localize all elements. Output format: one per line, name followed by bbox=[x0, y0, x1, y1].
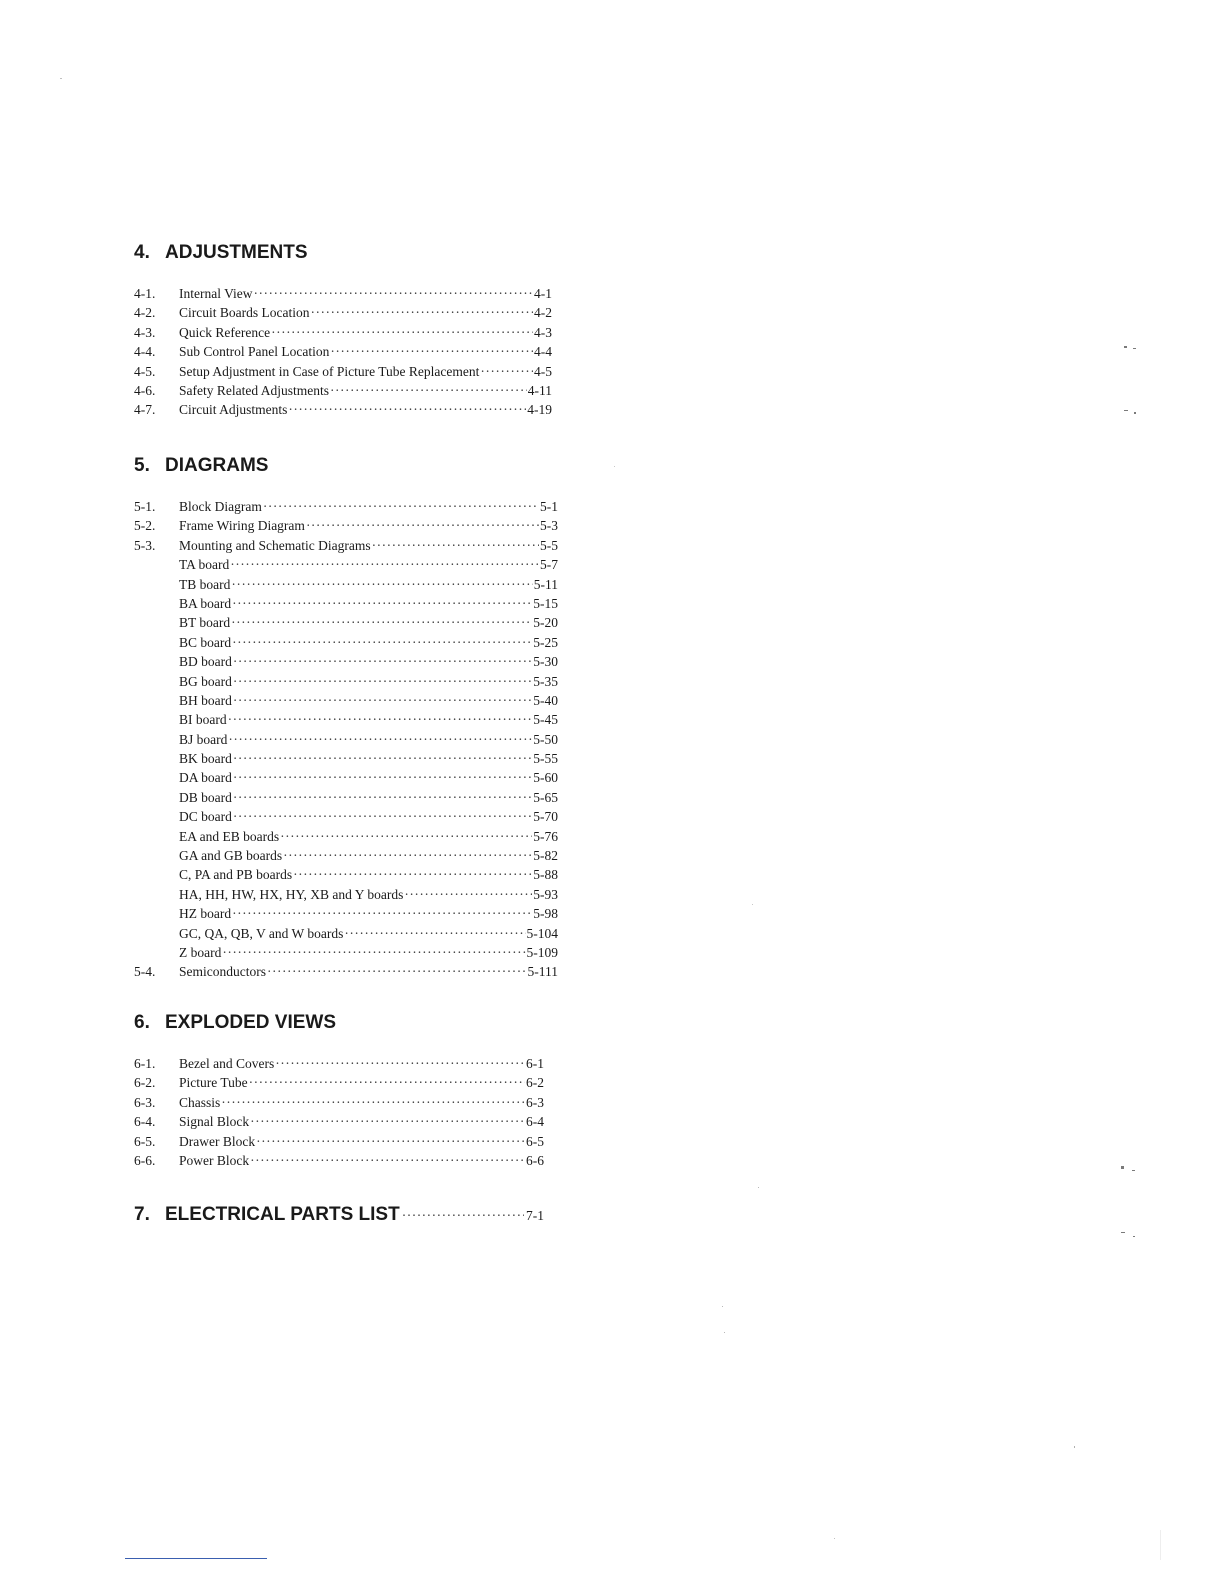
entry-number: 5-1. bbox=[134, 499, 156, 514]
entry-page: 6-2 bbox=[526, 1075, 544, 1091]
entry-title: BT board bbox=[179, 615, 231, 631]
entry-title: Quick Reference bbox=[179, 324, 271, 340]
entry-page: 5-50 bbox=[533, 731, 558, 747]
toc-list bbox=[134, 284, 564, 420]
entry-page: 5-45 bbox=[533, 712, 558, 728]
entry-title: GC, QA, QB, V and W boards bbox=[179, 925, 344, 941]
entry-number: 5-4. bbox=[134, 964, 156, 980]
entry-number: 5-2. bbox=[134, 518, 156, 534]
dot-leader bbox=[250, 1151, 525, 1170]
dot-leader bbox=[330, 342, 533, 361]
toc-entry[interactable] bbox=[134, 400, 552, 419]
toc-entry[interactable] bbox=[134, 807, 558, 826]
entry-title: EA and EB boards bbox=[179, 828, 280, 844]
scan-speck bbox=[758, 1187, 759, 1188]
dot-leader bbox=[288, 400, 526, 419]
entry-page: 6-1 bbox=[526, 1056, 544, 1071]
scan-speck bbox=[1074, 1446, 1075, 1448]
entry-title: Signal Block bbox=[179, 1114, 250, 1130]
section-diagrams bbox=[134, 454, 564, 982]
toc-entry[interactable] bbox=[134, 672, 558, 691]
section-number: 5. bbox=[134, 455, 150, 476]
entry-title: BI board bbox=[179, 712, 227, 728]
scan-speck bbox=[1121, 1232, 1125, 1233]
dot-leader bbox=[263, 497, 539, 516]
section-title: ELECTRICAL PARTS LIST bbox=[165, 1204, 400, 1225]
section-title: EXPLODED VIEWS bbox=[165, 1012, 337, 1033]
section-number: 6. bbox=[134, 1012, 150, 1033]
entry-page: 5-55 bbox=[533, 751, 558, 767]
dot-leader bbox=[402, 1208, 524, 1224]
toc-list bbox=[134, 497, 564, 982]
toc-entry[interactable] bbox=[134, 1073, 544, 1092]
scan-speck bbox=[834, 1538, 835, 1539]
dot-leader bbox=[256, 1132, 525, 1151]
entry-title: Internal View bbox=[179, 286, 253, 301]
dot-leader bbox=[310, 303, 533, 322]
scan-speck bbox=[1124, 346, 1127, 348]
entry-page: 5-88 bbox=[533, 867, 558, 883]
entry-page: 5-25 bbox=[533, 634, 558, 650]
dot-leader bbox=[306, 516, 539, 535]
toc-entry[interactable] bbox=[134, 885, 558, 904]
section-electrical-parts-list[interactable] bbox=[134, 1204, 544, 1226]
entry-page: 7-1 bbox=[526, 1208, 544, 1223]
toc-entry[interactable] bbox=[134, 633, 558, 652]
toc-entry[interactable] bbox=[134, 362, 552, 381]
dot-leader bbox=[233, 691, 532, 710]
toc-entry[interactable] bbox=[134, 555, 558, 574]
entry-number: 4-5. bbox=[134, 363, 156, 379]
entry-title: TB board bbox=[179, 576, 231, 592]
entry-page: 5-98 bbox=[533, 906, 558, 922]
entry-title: DA board bbox=[179, 770, 232, 786]
toc-entry[interactable] bbox=[134, 284, 552, 303]
dot-leader bbox=[228, 710, 533, 729]
toc-entry[interactable] bbox=[134, 1151, 544, 1170]
entry-title: Power Block bbox=[179, 1152, 250, 1168]
dot-leader bbox=[250, 1112, 525, 1131]
dot-leader bbox=[233, 768, 532, 787]
toc-entry[interactable] bbox=[134, 1054, 544, 1073]
entry-page: 5-5 bbox=[540, 537, 558, 553]
entry-page: 4-3 bbox=[534, 324, 552, 340]
entry-title: BC board bbox=[179, 634, 232, 650]
scan-speck bbox=[614, 466, 615, 467]
entry-title: Sub Control Panel Location bbox=[179, 344, 330, 360]
dot-leader bbox=[231, 575, 532, 594]
dot-leader bbox=[254, 284, 533, 303]
entry-title: BD board bbox=[179, 654, 232, 670]
entry-page: 5-104 bbox=[526, 925, 558, 941]
entry-page: 5-93 bbox=[533, 886, 558, 902]
entry-title: Semiconductors bbox=[179, 964, 266, 980]
entry-page: 5-30 bbox=[533, 654, 558, 670]
entry-page: 5-7 bbox=[540, 557, 558, 573]
toc-entry[interactable] bbox=[134, 1093, 544, 1112]
entry-page: 6-6 bbox=[526, 1152, 544, 1168]
entry-number: 4-3. bbox=[134, 324, 156, 340]
entry-number: 4-7. bbox=[134, 402, 156, 418]
entry-title: HZ board bbox=[179, 906, 232, 922]
section-title: DIAGRAMS bbox=[165, 455, 269, 476]
dot-leader bbox=[330, 381, 527, 400]
toc-entry[interactable] bbox=[134, 497, 558, 516]
entry-page: 5-70 bbox=[533, 809, 558, 825]
toc-entry[interactable] bbox=[134, 1112, 544, 1131]
section-heading bbox=[134, 241, 564, 265]
toc-entry[interactable] bbox=[134, 730, 558, 749]
scan-speck bbox=[752, 904, 753, 905]
toc-entry[interactable] bbox=[134, 536, 558, 555]
entry-title: C, PA and PB boards bbox=[179, 867, 293, 883]
entry-page: 4-11 bbox=[527, 382, 552, 398]
scan-speck bbox=[1133, 348, 1136, 349]
toc-entry[interactable] bbox=[134, 827, 558, 846]
dot-leader bbox=[404, 885, 532, 904]
dot-leader bbox=[233, 749, 532, 768]
entry-page: 5-40 bbox=[533, 692, 558, 708]
entry-page: 5-15 bbox=[533, 595, 558, 611]
entry-number: 4-2. bbox=[134, 305, 156, 321]
dot-leader bbox=[271, 323, 533, 342]
entry-page: 6-4 bbox=[526, 1114, 544, 1130]
toc-entry[interactable] bbox=[134, 962, 558, 981]
section-exploded-views bbox=[134, 1011, 564, 1170]
toc-entry[interactable] bbox=[134, 594, 558, 613]
entry-number: 4-1. bbox=[134, 286, 156, 301]
entry-page: 6-5 bbox=[526, 1133, 544, 1149]
entry-page: 5-65 bbox=[533, 789, 558, 805]
scan-speck bbox=[60, 78, 62, 79]
entry-page: 5-60 bbox=[533, 770, 558, 786]
entry-number: 6-1. bbox=[134, 1056, 156, 1071]
entry-title: BA board bbox=[179, 595, 232, 611]
toc-entry[interactable] bbox=[134, 710, 558, 729]
toc-entry[interactable] bbox=[134, 846, 558, 865]
section-heading bbox=[134, 1011, 564, 1035]
dot-leader bbox=[232, 904, 532, 923]
scan-speck bbox=[1134, 412, 1136, 414]
entry-page: 5-35 bbox=[533, 673, 558, 689]
entry-number: 6-6. bbox=[134, 1152, 156, 1168]
scan-speck bbox=[1160, 1530, 1161, 1560]
dot-leader bbox=[233, 788, 532, 807]
entry-title: Safety Related Adjustments bbox=[179, 382, 329, 398]
scan-speck bbox=[722, 1306, 723, 1307]
dot-leader bbox=[233, 652, 532, 671]
dot-leader bbox=[344, 924, 525, 943]
entry-page: 5-3 bbox=[540, 518, 558, 534]
scan-speck bbox=[724, 1332, 725, 1333]
entry-title: Chassis bbox=[179, 1094, 221, 1110]
entry-page: 4-1 bbox=[534, 286, 552, 301]
toc-entry[interactable] bbox=[134, 904, 558, 923]
dot-leader bbox=[372, 536, 539, 555]
dot-leader bbox=[221, 1093, 525, 1112]
entry-title: BH board bbox=[179, 692, 232, 708]
entry-number: 4-4. bbox=[134, 344, 156, 360]
entry-title: Mounting and Schematic Diagrams bbox=[179, 537, 371, 553]
entry-page: 5-20 bbox=[533, 615, 558, 631]
entry-number: 6-5. bbox=[134, 1133, 156, 1149]
entry-page: 4-2 bbox=[534, 305, 552, 321]
dot-leader bbox=[233, 672, 532, 691]
entry-title: GA and GB boards bbox=[179, 848, 283, 864]
section-title: ADJUSTMENTS bbox=[165, 242, 308, 263]
toc-entry[interactable] bbox=[134, 323, 552, 342]
entry-title: BK board bbox=[179, 751, 232, 767]
scan-speck bbox=[1133, 1236, 1135, 1237]
dot-leader bbox=[233, 807, 532, 826]
entry-number: 6-4. bbox=[134, 1114, 156, 1130]
toc-list bbox=[134, 1054, 564, 1170]
entry-title: Circuit Adjustments bbox=[179, 402, 288, 418]
entry-page: 5-1 bbox=[540, 499, 558, 514]
scan-speck bbox=[1124, 410, 1128, 411]
toc-entry[interactable] bbox=[134, 788, 558, 807]
dot-leader bbox=[480, 362, 533, 381]
entry-number: 6-3. bbox=[134, 1094, 156, 1110]
section-number: 7. bbox=[134, 1204, 150, 1225]
toc-entry[interactable] bbox=[134, 924, 558, 943]
dot-leader bbox=[283, 846, 532, 865]
entry-page: 5-76 bbox=[533, 828, 558, 844]
entry-title: BJ board bbox=[179, 731, 228, 747]
entry-title: TA board bbox=[179, 557, 230, 573]
entry-page: 4-4 bbox=[534, 344, 552, 360]
toc-entry[interactable] bbox=[134, 749, 558, 768]
entry-page: 4-19 bbox=[527, 402, 552, 418]
dot-leader bbox=[222, 943, 525, 962]
entry-page: 5-82 bbox=[533, 848, 558, 864]
toc-entry[interactable] bbox=[134, 768, 558, 787]
toc-entry[interactable] bbox=[134, 381, 552, 400]
entry-title: Bezel and Covers bbox=[179, 1056, 275, 1071]
dot-leader bbox=[293, 865, 532, 884]
dot-leader bbox=[231, 613, 532, 632]
entry-page: 5-111 bbox=[527, 964, 558, 980]
toc-entry[interactable] bbox=[134, 865, 558, 884]
entry-title: DB board bbox=[179, 789, 232, 805]
entry-title: Z board bbox=[179, 944, 222, 960]
scan-speck bbox=[1132, 1170, 1135, 1171]
dot-leader bbox=[280, 827, 532, 846]
toc-entry[interactable] bbox=[134, 691, 558, 710]
section-heading bbox=[134, 454, 564, 478]
toc-entry[interactable] bbox=[134, 1132, 544, 1151]
entry-title: Frame Wiring Diagram bbox=[179, 518, 305, 534]
entry-page: 6-3 bbox=[526, 1094, 544, 1110]
entry-title: DC board bbox=[179, 809, 232, 825]
dot-leader bbox=[249, 1073, 525, 1092]
toc-entry[interactable] bbox=[134, 303, 552, 322]
dot-leader bbox=[228, 730, 532, 749]
dot-leader bbox=[230, 555, 539, 574]
entry-title: BG board bbox=[179, 673, 232, 689]
dot-leader bbox=[232, 594, 532, 613]
toc-entry[interactable] bbox=[134, 342, 552, 361]
toc-entry[interactable] bbox=[134, 516, 558, 535]
entry-number: 4-6. bbox=[134, 382, 156, 398]
entry-title: Picture Tube bbox=[179, 1075, 248, 1091]
toc-entry[interactable] bbox=[134, 613, 558, 632]
footer-rule bbox=[125, 1558, 267, 1559]
entry-title: Block Diagram bbox=[179, 499, 262, 514]
entry-page: 5-109 bbox=[526, 944, 558, 960]
toc-entry[interactable] bbox=[134, 943, 558, 962]
entry-page: 4-5 bbox=[534, 363, 552, 379]
entry-page: 5-11 bbox=[533, 576, 558, 592]
toc-entry[interactable] bbox=[134, 652, 558, 671]
entry-title: Setup Adjustment in Case of Picture Tube Replacement bbox=[179, 363, 480, 379]
entry-title: Drawer Block bbox=[179, 1133, 256, 1149]
scan-speck bbox=[1121, 1166, 1124, 1169]
section-adjustments bbox=[134, 241, 564, 420]
dot-leader bbox=[232, 633, 532, 652]
dot-leader bbox=[267, 962, 527, 981]
section-number: 4. bbox=[134, 242, 150, 263]
dot-leader bbox=[275, 1054, 525, 1073]
entry-number: 6-2. bbox=[134, 1075, 156, 1091]
entry-title: HA, HH, HW, HX, HY, XB and Y boards bbox=[179, 886, 404, 902]
entry-title: Circuit Boards Location bbox=[179, 305, 310, 321]
entry-number: 5-3. bbox=[134, 537, 156, 553]
toc-entry[interactable] bbox=[134, 575, 558, 594]
